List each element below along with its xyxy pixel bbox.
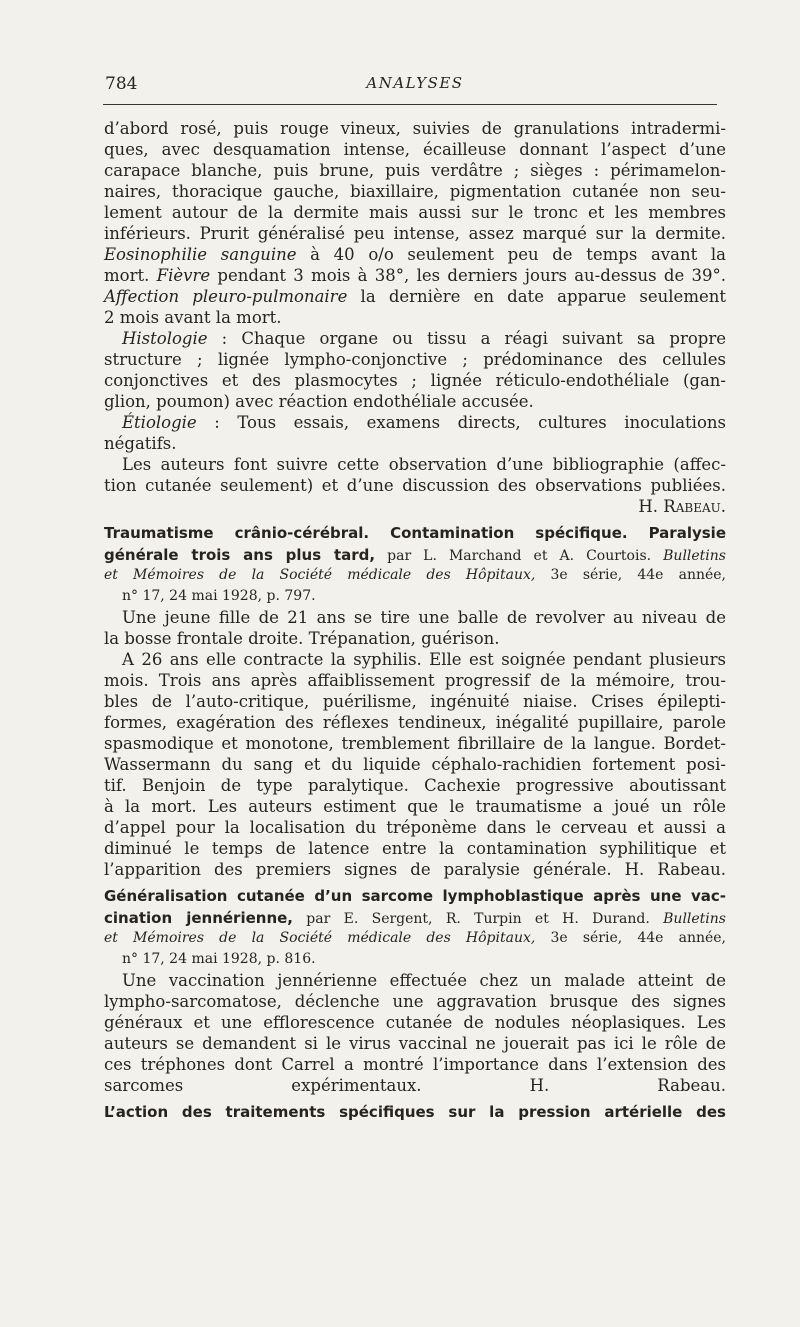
text-line: Les auteurs font suivre cette observation d’une bibliographie (affec-	[122, 455, 726, 474]
section-continuation	[104, 118, 726, 496]
text-line: 2 mois avant la mort.	[104, 308, 282, 327]
text-line: ques, avec desquamation intense, écailleuse donnant l’aspect d’une	[104, 140, 726, 159]
text-line: lement autour de la dermite mais aussi sur le tronc et les membres	[104, 203, 726, 222]
text-line: Affection pleuro-pulmonaire la dernière en date apparue seulement	[104, 287, 726, 306]
article-title-line: Traumatisme crânio-cérébral. Contamination spécifique. Paralysie	[104, 524, 726, 542]
text-line: naires, thoracique gauche, biaxillaire, pigmentation cutanée non seu-	[104, 182, 726, 201]
text-line: sarcomes expérimentaux. H. Rabeau.	[104, 1076, 726, 1095]
article-reference-line: et Mémoires de la Société médicale des Hôpitaux, 3e série, 44e année,	[104, 930, 726, 946]
text-line: généraux et une efflorescence cutanée de nodules néoplasiques. Les	[104, 1013, 726, 1032]
text-line: Histologie : Chaque organe ou tissu a réagi suivant sa propre	[122, 329, 726, 348]
article-title-line: Généralisation cutanée d’un sarcome lymphoblastique après une vac-	[104, 887, 726, 905]
header-rule	[103, 104, 717, 105]
text-line: mois. Trois ans après affaiblissement progressif de la mémoire, trou-	[104, 671, 726, 690]
text-line: tif. Benjoin de type paralytique. Cachexie progressive aboutissant	[104, 776, 726, 795]
article-body	[104, 970, 726, 1096]
article-traumatisme	[104, 523, 726, 880]
text-line: bles de l’auto-critique, puérilisme, ingénuité niaise. Crises épilepti-	[104, 692, 726, 711]
text-line: Une jeune fille de 21 ans se tire une balle de revolver au niveau de	[122, 608, 726, 627]
text-line: la bosse frontale droite. Trépanation, guérison.	[104, 629, 500, 648]
text-line: spasmodique et monotone, tremblement fibrillaire de la langue. Bordet-	[104, 734, 726, 753]
text-line: carapace blanche, puis brune, puis verdâtre ; sièges : périmamelon-	[104, 161, 726, 180]
text-line: A 26 ans elle contracte la syphilis. Elle est soignée pendant plusieurs	[122, 650, 726, 669]
article-body	[104, 607, 726, 880]
text-line: à la mort. Les auteurs estiment que le traumatisme a joué un rôle	[104, 797, 726, 816]
text-line: d’appel pour la localisation du tréponème dans le cerveau et aussi a	[104, 818, 726, 837]
page-header	[105, 74, 725, 96]
article-generalisation	[104, 886, 726, 1096]
text-line: auteurs se demandent si le virus vaccinal ne jouerait pas ici le rôle de	[104, 1034, 726, 1053]
text-line: tion cutanée seulement) et d’une discussion des observations publiées.	[104, 476, 726, 495]
text-line: lympho-sarcomatose, déclenche une aggravation brusque des signes	[104, 992, 726, 1011]
text-line: inférieurs. Prurit généralisé peu intense, assez marqué sur la dermite.	[104, 224, 726, 243]
text-line: Étiologie : Tous essais, examens directs, cultures inoculations	[122, 413, 726, 432]
article-reference-line: n° 17, 24 mai 1928, p. 797.	[122, 588, 316, 604]
page-body	[104, 118, 726, 1123]
running-head: ANALYSES	[366, 74, 464, 92]
signature: H. Rabeau.	[638, 497, 726, 516]
text-line: structure ; lignée lympho-conjonctive ; prédominance des cellules	[104, 350, 726, 369]
article-title-line: cination jennérienne, par E. Sergent, R. Turpin et H. Durand. Bulletins	[104, 909, 726, 927]
article-title-line: L’action des traitements spécifiques sur la pression artérielle des	[104, 1103, 726, 1121]
text-line: d’abord rosé, puis rouge vineux, suivies de granulations intradermi-	[104, 119, 726, 138]
page-number: 784	[105, 74, 138, 94]
text-line: formes, exagération des réflexes tendineux, inégalité pupillaire, parole	[104, 713, 726, 732]
text-line: Wassermann du sang et du liquide céphalo-rachidien fortement posi-	[104, 755, 726, 774]
article-reference-line: et Mémoires de la Société médicale des Hôpitaux, 3e série, 44e année,	[104, 567, 726, 583]
article-reference-line: n° 17, 24 mai 1928, p. 816.	[122, 951, 316, 967]
text-line: Une vaccination jennérienne effectuée chez un malade atteint de	[122, 971, 726, 990]
text-line: glion, poumon) avec réaction endothéliale accusée.	[104, 392, 534, 411]
text-line: Eosinophilie sanguine à 40 o/o seulement peu de temps avant la	[104, 245, 726, 264]
text-line: conjonctives et des plasmocytes ; lignée réticulo-endothéliale (gan-	[104, 371, 726, 390]
text-line: diminué le temps de latence entre la contamination syphilitique et	[104, 839, 726, 858]
text-line: l’apparition des premiers signes de paralysie générale. H. Rabeau.	[104, 860, 726, 879]
text-line: négatifs.	[104, 434, 177, 453]
text-line: mort. Fièvre pendant 3 mois à 38°, les derniers jours au-dessus de 39°.	[104, 266, 726, 285]
text-line: ces tréphones dont Carrel a montré l’importance dans l’extension des	[104, 1055, 726, 1074]
article-title-line: générale trois ans plus tard, par L. Marchand et A. Courtois. Bulletins	[104, 546, 726, 564]
